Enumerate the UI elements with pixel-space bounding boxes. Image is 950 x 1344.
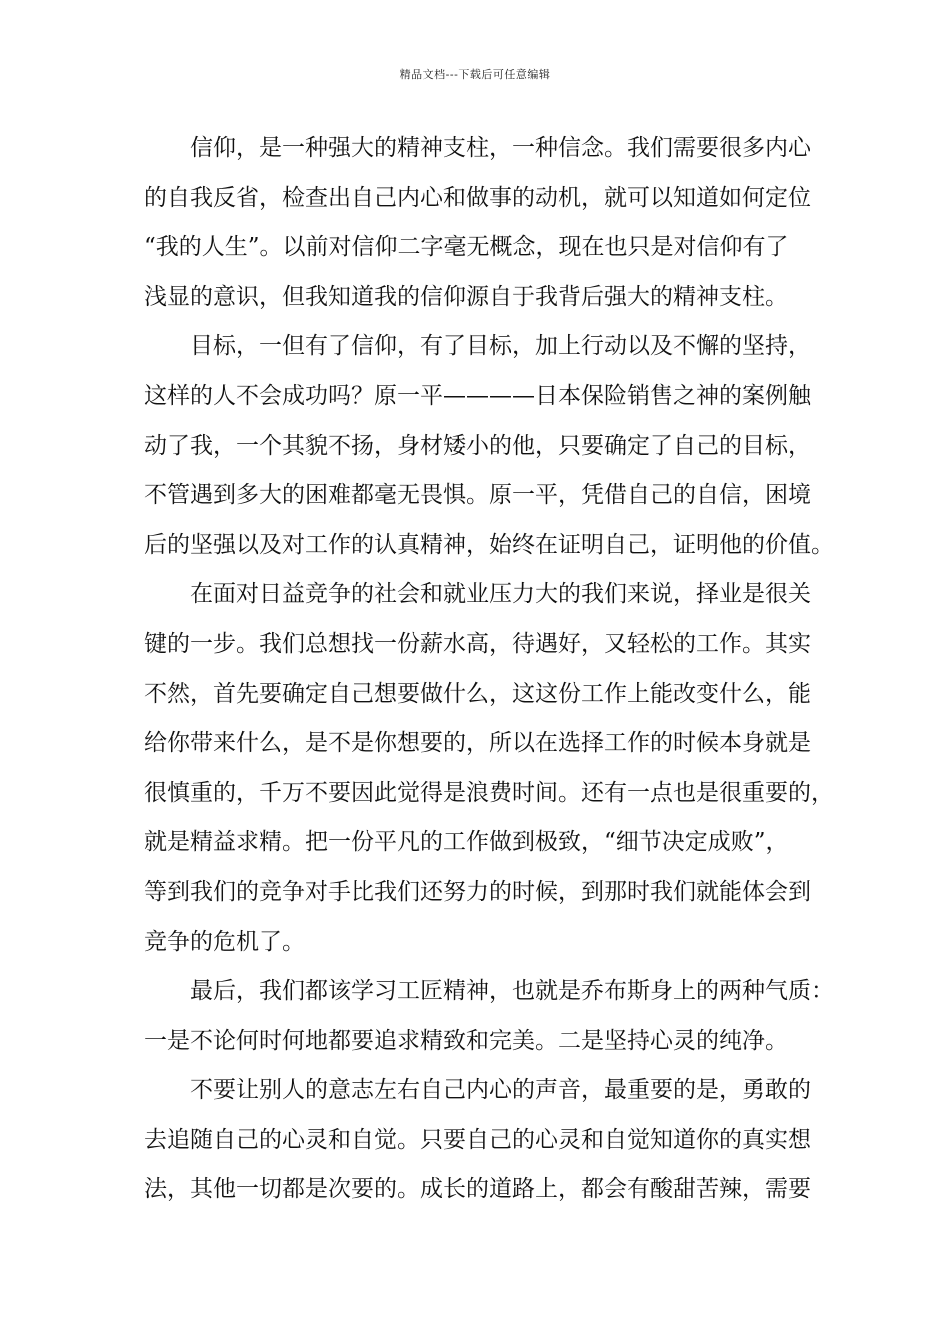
text-line: 最后，我们都该学习工匠精神，也就是乔布斯身上的两种气质：: [190, 978, 834, 1005]
text-line: 给你带来什么，是不是你想要的，所以在选择工作的时候本身就是: [144, 730, 811, 757]
text-line: 去追随自己的心灵和自觉。只要自己的心灵和自觉知道你的真实想: [144, 1126, 811, 1153]
text-line: 一是不论何时何地都要追求精致和完美。二是坚持心灵的纯净。: [144, 1027, 788, 1054]
paragraph-2: [144, 322, 834, 570]
text-line: 后的坚强以及对工作的认真精神，始终在证明自己，证明他的价值。: [144, 531, 834, 558]
text-line: 浅显的意识，但我知道我的信仰源自于我背后强大的精神支柱。: [144, 283, 788, 310]
text-line: 目标，一但有了信仰，有了目标，加上行动以及不懈的坚持，: [190, 333, 811, 360]
paragraph-1: [144, 124, 811, 322]
text-line: 不然，首先要确定自己想要做什么，这这份工作上能改变什么，能: [144, 680, 811, 707]
document-body: [144, 124, 834, 1215]
text-line: 等到我们的竞争对手比我们还努力的时候，到那时我们就能体会到: [144, 878, 811, 905]
text-line: 法，其他一切都是次要的。成长的道路上，都会有酸甜苦辣，需要: [144, 1176, 811, 1203]
text-line: 动了我，一个其貌不扬，身材矮小的他，只要确定了自己的目标，: [144, 432, 811, 459]
text-line: 的自我反省，检查出自己内心和做事的动机，就可以知道如何定位: [144, 184, 811, 211]
text-line: 不管遇到多大的困难都毫无畏惧。原一平，凭借自己的自信，困境: [144, 482, 811, 509]
text-line: 信仰，是一种强大的精神支柱，一种信念。我们需要很多内心: [190, 135, 811, 161]
text-line: 很慎重的，千万不要因此觉得是浪费时间。还有一点也是很重要的，: [144, 779, 834, 806]
page-header: 精品文档---下载后可任意编辑: [399, 68, 551, 81]
text-line: 这样的人不会成功吗？原一平————日本保险销售之神的案例触: [144, 382, 811, 409]
text-line: 在面对日益竞争的社会和就业压力大的我们来说，择业是很关: [190, 581, 811, 608]
paragraph-3: [144, 570, 834, 967]
text-line: 键的一步。我们总想找一份薪水高，待遇好，又轻松的工作。其实: [144, 630, 811, 657]
paragraph-5: [144, 1066, 811, 1215]
text-line: 不要让别人的意志左右自己内心的声音，最重要的是，勇敢的: [190, 1077, 811, 1104]
text-line: 竞争的危机了。: [144, 928, 305, 955]
text-line: “我的人生”。以前对信仰二字毫无概念，现在也只是对信仰有了: [144, 234, 789, 261]
paragraph-4: [144, 967, 834, 1066]
text-line: 就是精益求精。把一份平凡的工作做到极致，“细节决定成败”，: [144, 829, 789, 856]
